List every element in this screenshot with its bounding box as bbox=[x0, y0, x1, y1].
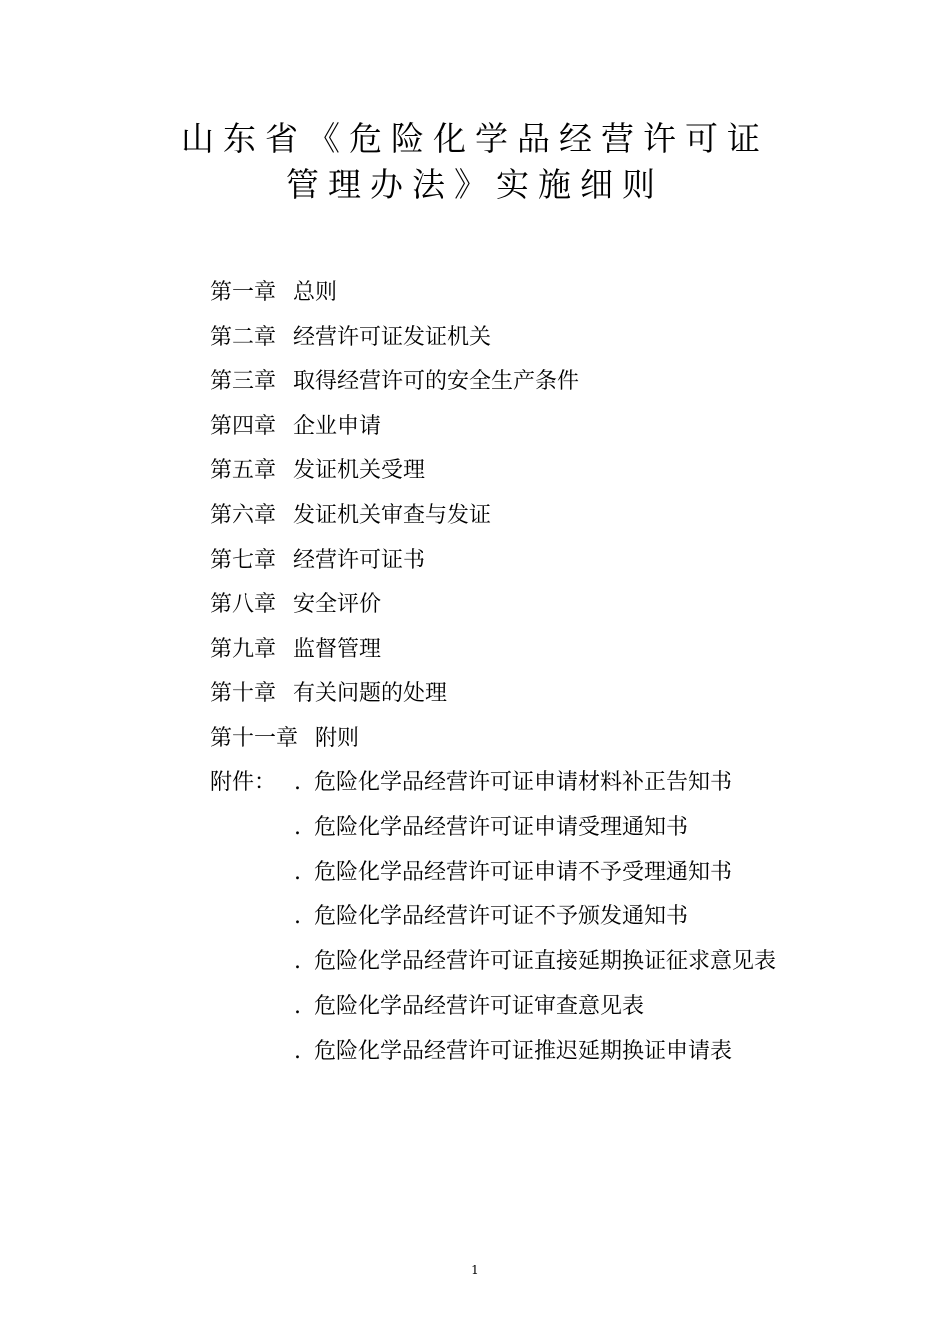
chapter-item bbox=[210, 592, 579, 637]
attachment-item bbox=[210, 904, 776, 949]
chapter-number: 第三章 bbox=[210, 369, 277, 395]
attachment-bullet: . bbox=[294, 904, 301, 930]
chapter-title: 取得经营许可的安全生产条件 bbox=[293, 369, 580, 395]
attachment-bullet: . bbox=[294, 814, 301, 840]
chapter-number: 第二章 bbox=[210, 324, 277, 350]
chapter-title: 经营许可证书 bbox=[293, 547, 426, 573]
chapter-number: 第五章 bbox=[210, 458, 277, 484]
attachment-title: 危险化学品经营许可证申请材料补正告知书 bbox=[314, 770, 733, 795]
document-title-line-1: 山东省《危险化学品经营许可证 bbox=[181, 119, 769, 158]
chapter-number: 第十章 bbox=[210, 681, 277, 707]
attachment-title: 危险化学品经营许可证申请不予受理通知书 bbox=[314, 859, 733, 885]
attachment-bullet: . bbox=[294, 949, 301, 975]
attachment-bullet: . bbox=[294, 993, 301, 1019]
attachment-bullet: . bbox=[294, 859, 301, 885]
attachment-title: 危险化学品经营许可证直接延期换证征求意见表 bbox=[314, 949, 777, 975]
chapter-number: 第七章 bbox=[210, 547, 277, 573]
attachments-label: 附件： bbox=[210, 770, 277, 795]
chapter-title: 发证机关审查与发证 bbox=[293, 502, 492, 528]
chapter-item bbox=[210, 503, 579, 548]
chapter-item bbox=[210, 637, 579, 682]
chapter-item bbox=[210, 681, 579, 726]
chapter-title: 安全评价 bbox=[293, 592, 382, 618]
chapter-number: 第十一章 bbox=[210, 725, 299, 751]
attachment-title: 危险化学品经营许可证推迟延期换证申请表 bbox=[314, 1038, 733, 1064]
attachment-item bbox=[210, 994, 776, 1039]
attachment-item bbox=[210, 815, 776, 860]
attachment-item bbox=[210, 949, 776, 994]
chapter-item bbox=[210, 726, 579, 771]
chapter-title: 经营许可证发证机关 bbox=[293, 324, 492, 350]
chapter-item bbox=[210, 369, 579, 414]
attachment-list bbox=[210, 770, 776, 1084]
chapter-number: 第六章 bbox=[210, 502, 277, 528]
chapter-list bbox=[210, 280, 579, 771]
attachment-item bbox=[210, 1039, 776, 1084]
chapter-title: 监督管理 bbox=[293, 636, 382, 662]
attachment-title: 危险化学品经营许可证申请受理通知书 bbox=[314, 814, 689, 840]
attachment-bullet: . bbox=[294, 770, 301, 795]
chapter-title: 企业申请 bbox=[293, 413, 382, 439]
chapter-number: 第九章 bbox=[210, 636, 277, 662]
chapter-title: 附则 bbox=[315, 725, 360, 751]
attachment-item bbox=[210, 770, 776, 815]
page-number: 1 bbox=[471, 1263, 479, 1277]
chapter-item bbox=[210, 458, 579, 503]
attachment-item bbox=[210, 860, 776, 905]
chapter-item bbox=[210, 548, 579, 593]
attachment-bullet: . bbox=[294, 1038, 301, 1064]
chapter-item bbox=[210, 280, 579, 325]
document-title-line-2: 管理办法》实施细则 bbox=[286, 165, 664, 204]
chapter-title: 总则 bbox=[293, 280, 338, 305]
chapter-item bbox=[210, 325, 579, 370]
chapter-item bbox=[210, 414, 579, 459]
chapter-number: 第四章 bbox=[210, 413, 277, 439]
attachment-title: 危险化学品经营许可证审查意见表 bbox=[314, 993, 645, 1019]
attachment-title: 危险化学品经营许可证不予颁发通知书 bbox=[314, 904, 689, 930]
chapter-number: 第一章 bbox=[210, 280, 277, 305]
chapter-number: 第八章 bbox=[210, 592, 277, 618]
chapter-title: 发证机关受理 bbox=[293, 458, 426, 484]
chapter-title: 有关问题的处理 bbox=[293, 681, 448, 707]
